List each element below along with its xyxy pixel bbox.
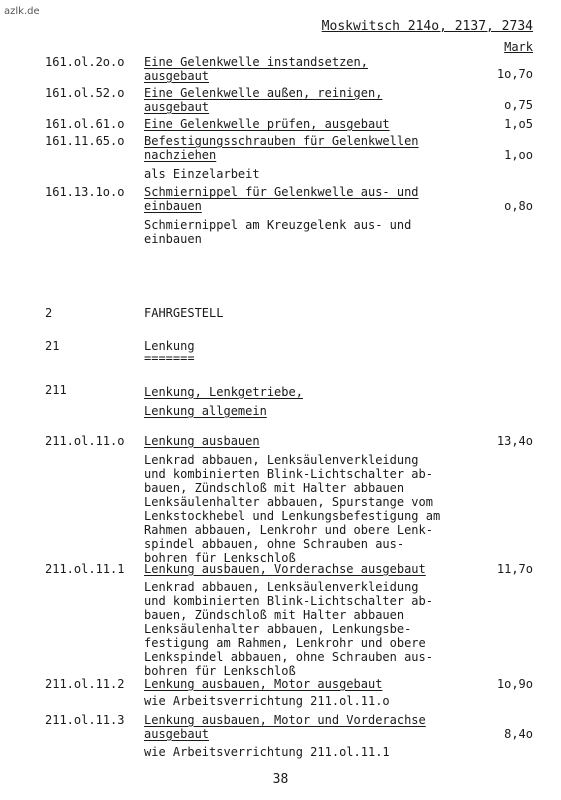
entry-title: Eine Gelenkwelle prüfen, ausgebaut	[144, 117, 390, 131]
entry-title: Befestigungsschrauben für Gelenkwellen nachziehen	[144, 134, 419, 162]
entry-price: 1,o5	[504, 117, 533, 131]
section-code: 211	[45, 383, 67, 397]
entry-code: 161.ol.52.o	[45, 86, 125, 100]
section-code: 2	[45, 306, 53, 320]
entry-note: Schmiernippel am Kreuzgelenk aus- und einbauen	[144, 218, 412, 246]
op-description: Lenkrad abbauen, Lenksäulenverkleidung und kombinierten Blink-Lichtschalter ab- bauen, Zündschloß mit Halter abbauen Lenksäulenhalter abbauen, Spurstange vom Lenkstockhebel und Lenkungsbefestigung am Rahmen abbauen, Lenkrohr und obere Lenk- spindel abbauen, ohne Schrauben aus- bohren für Lenkschloß	[144, 453, 441, 565]
entry-code: 161.ol.61.o	[45, 117, 125, 131]
entry-code: 161.13.1o.o	[45, 185, 125, 199]
op-description: Lenkrad abbauen, Lenksäulenverkleidung und kombinierten Blink-Lichtschalter ab- bauen, Zündschloß mit Halter abbauen Lenksäulenhalter abbauen, Lenkungsbe- festigung am Rahmen, Lenkrohr und obere Lenkspindel abbauen, ohne Schrauben aus- bohren für Lenkschloß	[144, 580, 433, 678]
watermark: azlk.de	[4, 6, 40, 17]
entry-code: 161.11.65.o	[45, 134, 125, 148]
entry-note: als Einzelarbeit	[144, 167, 260, 181]
op-title: Lenkung ausbauen, Motor und Vorderachse ausgebaut	[144, 713, 426, 741]
entry-title: Eine Gelenkwelle außen, reinigen, ausgebaut	[144, 86, 383, 114]
op-description: wie Arbeitsverrichtung 211.ol.11.o	[144, 694, 390, 708]
entry-title: Eine Gelenkwelle instandsetzen, ausgebaut	[144, 55, 368, 83]
entry-price: o,75	[504, 98, 533, 112]
page-number: 38	[272, 772, 289, 787]
op-code: 211.ol.11.1	[45, 562, 125, 576]
op-title: Lenkung ausbauen, Vorderachse ausgebaut	[144, 562, 426, 576]
entry-price: 1,oo	[504, 148, 533, 162]
entry-code: 161.ol.2o.o	[45, 55, 125, 69]
entry-title: Schmiernippel für Gelenkwelle aus- und einbauen	[144, 185, 419, 213]
section-title: FAHRGESTELL	[144, 306, 224, 320]
section-title: Lenkung	[144, 339, 195, 353]
op-title: Lenkung ausbauen	[144, 434, 260, 448]
op-code: 211.ol.11.o	[45, 434, 125, 448]
header-title: Moskwitsch 214o, 2137, 2734	[321, 19, 533, 34]
section-title-rule: =======	[144, 351, 195, 365]
section-code: 21	[45, 339, 60, 353]
op-code: 211.ol.11.3	[45, 713, 125, 727]
op-price: 8,4o	[504, 727, 533, 741]
entry-price: o,8o	[504, 199, 533, 213]
section-title: Lenkung, Lenkgetriebe, Lenkung allgemein	[144, 385, 303, 418]
op-price: 13,4o	[496, 434, 533, 448]
op-title: Lenkung ausbauen, Motor ausgebaut	[144, 677, 383, 691]
entry-price: 1o,7o	[496, 67, 533, 81]
op-price: 11,7o	[496, 562, 533, 576]
op-description: wie Arbeitsverrichtung 211.ol.11.1	[144, 745, 390, 759]
op-price: 1o,9o	[496, 677, 533, 691]
op-code: 211.ol.11.2	[45, 677, 125, 691]
document-header	[322, 20, 533, 34]
column-header-mark: Mark	[504, 40, 533, 54]
